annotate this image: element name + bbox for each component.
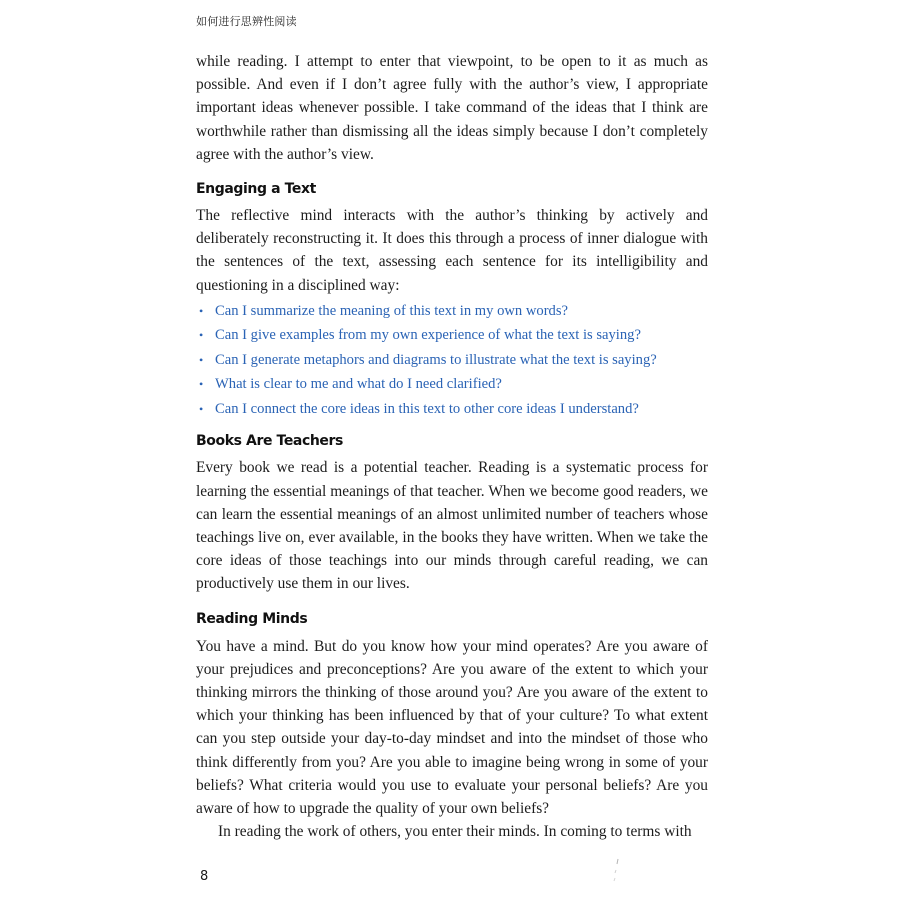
minds-paragraph: You have a mind. But do you know how your mind operates? Are you aware of your prejudices and preconceptions? Are you aware of the extent to which your thinking mirrors the thinking of those around you? Are you aware of the extent to which your thinking has been influenced by that of your culture? To what extent can you step outside your day-to-day mindset and into the mindset of those who think differently from you? Are you able to imagine being wrong in some of your beliefs? What criteria would you use to evaluate your personal beliefs? Are you aware of how to upgrade the quality of your own beliefs? <box>196 637 708 817</box>
question-text: Can I connect the core ideas in this text to other core ideas I understand? <box>215 400 639 417</box>
question-text: Can I generate metaphors and diagrams to illustrate what the text is saying? <box>215 351 657 368</box>
bullet-icon: • <box>199 303 204 318</box>
engaging-paragraph: The reflective mind interacts with the author’s thinking by actively and deliberately reconstructing it. It does this through a process of inner dialogue with the sentences of the text, assessing each sentence for its intelligibility and questioning in a disciplined way: <box>196 207 708 294</box>
section-heading-engaging-a-text: Engaging a Text <box>196 181 316 198</box>
question-text: Can I summarize the meaning of this text in my own words? <box>215 302 569 319</box>
bullet-icon: • <box>199 401 204 416</box>
bullet-icon: • <box>199 352 204 367</box>
list-item <box>199 348 708 373</box>
running-header: 如何进行思辨性阅读 <box>196 15 297 28</box>
section-heading-reading-minds: Reading Minds <box>196 610 308 627</box>
page-number: 8 <box>200 869 209 884</box>
scan-artifact-icon <box>612 858 620 886</box>
section-heading-books-are-teachers: Books Are Teachers <box>196 433 343 450</box>
bullet-icon: • <box>199 328 204 343</box>
question-list <box>196 299 708 422</box>
list-item <box>199 299 708 324</box>
minds-paragraph-continued: In reading the work of others, you enter their minds. In coming to terms with <box>218 823 692 841</box>
list-item <box>199 372 708 397</box>
bullet-icon: • <box>199 377 204 392</box>
intro-paragraph: while reading. I attempt to enter that viewpoint, to be open to it as much as possible. And even if I don’t agree fully with the author’s view, I appropriate important ideas whenever possible. I take command of the ideas that I think are worthwhile rather than dismissing all the ideas simply because I don’t completely agree with the author’s view. <box>196 53 708 163</box>
question-text: What is clear to me and what do I need clarified? <box>215 376 502 393</box>
list-item <box>199 323 708 348</box>
list-item <box>199 397 708 422</box>
question-text: Can I give examples from my own experience of what the text is saying? <box>215 327 641 344</box>
page-content <box>196 50 708 843</box>
books-paragraph: Every book we read is a potential teacher. Reading is a systematic process for learning the essential meanings of that teacher. When we become good readers, we can learn the essential meanings of an almost unlimited number of teachers whose teachings live on, ever available, in the books they have written. When we take the core ideas of those teachings into our minds through careful reading, we can productively use them in our lives. <box>196 459 708 593</box>
